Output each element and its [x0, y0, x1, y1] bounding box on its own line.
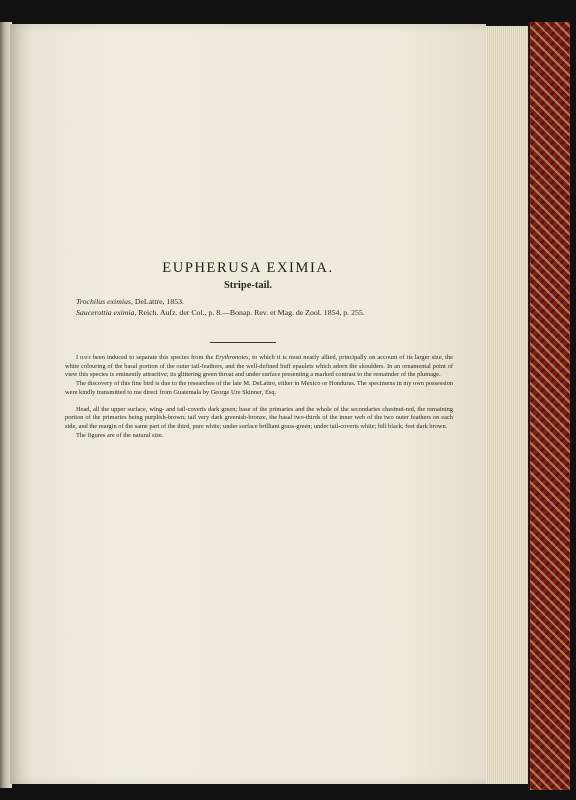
body-text	[65, 354, 453, 440]
marbled-cover-edge	[528, 22, 570, 790]
synonym-name: Saucerottia eximia,	[76, 308, 137, 317]
book-page	[10, 24, 486, 784]
synonym-reference: DeLattre, 1853.	[134, 297, 184, 306]
common-name: Stripe-tail.	[223, 280, 273, 291]
paragraph-description: Head, all the upper surface, wing- and tail-coverts dark green; base of the primaries and the whole of the secondaries chestnut-red, the remaining portion of the primaries being purplish-brown; tail very dark greenish-bronze, the basal two-thirds of the inner web of the two outer feathers on each side, and the margin of the same part of the third, pure white; under surface brilliant grass-green; under tail-coverts white; bill black; feet dark brown.	[65, 405, 453, 430]
synonym-name: Trochilus eximius,	[76, 297, 133, 306]
paragraph-discovery: The discovery of this fine bird is due to the researches of the late M. DeLattre, either in Mexico or Honduras. The specimens in my own possession were kindly transmitted to me direct from Guatemala by George Ure Skinner, Esq.	[65, 380, 453, 396]
synonym-line	[76, 296, 476, 307]
page-stack-edge	[484, 26, 530, 784]
paragraph-intro	[65, 354, 453, 380]
species-title: EUPHERUSA EXIMIA.	[162, 260, 334, 276]
paragraph-segment: , to which it is most nearly allied, principally on account of its larger size, the white colouring of the basal portion of the outer tail-feathers, and the well-defined buff epaulets which adorn the shoulders. In an ornamental point of view this species is eminently attractive; its glittering green throat and under surface presenting a marked contrast to the remainder of the plumage.	[65, 354, 453, 379]
paragraph-figures-note: The figures are of the natural size.	[76, 431, 164, 439]
genus-name: Erythronotes	[215, 354, 249, 361]
synonyms-block	[76, 296, 476, 318]
paragraph-segment: been induced to separate this species from the	[90, 354, 216, 361]
synonym-reference: Reich. Aufz. der Col., p. 8.—Bonap. Rev. et Mag. de Zool. 1854, p. 255.	[138, 308, 365, 317]
lead-words: I have	[76, 354, 91, 361]
synonym-line	[76, 307, 476, 318]
section-divider	[210, 342, 276, 343]
